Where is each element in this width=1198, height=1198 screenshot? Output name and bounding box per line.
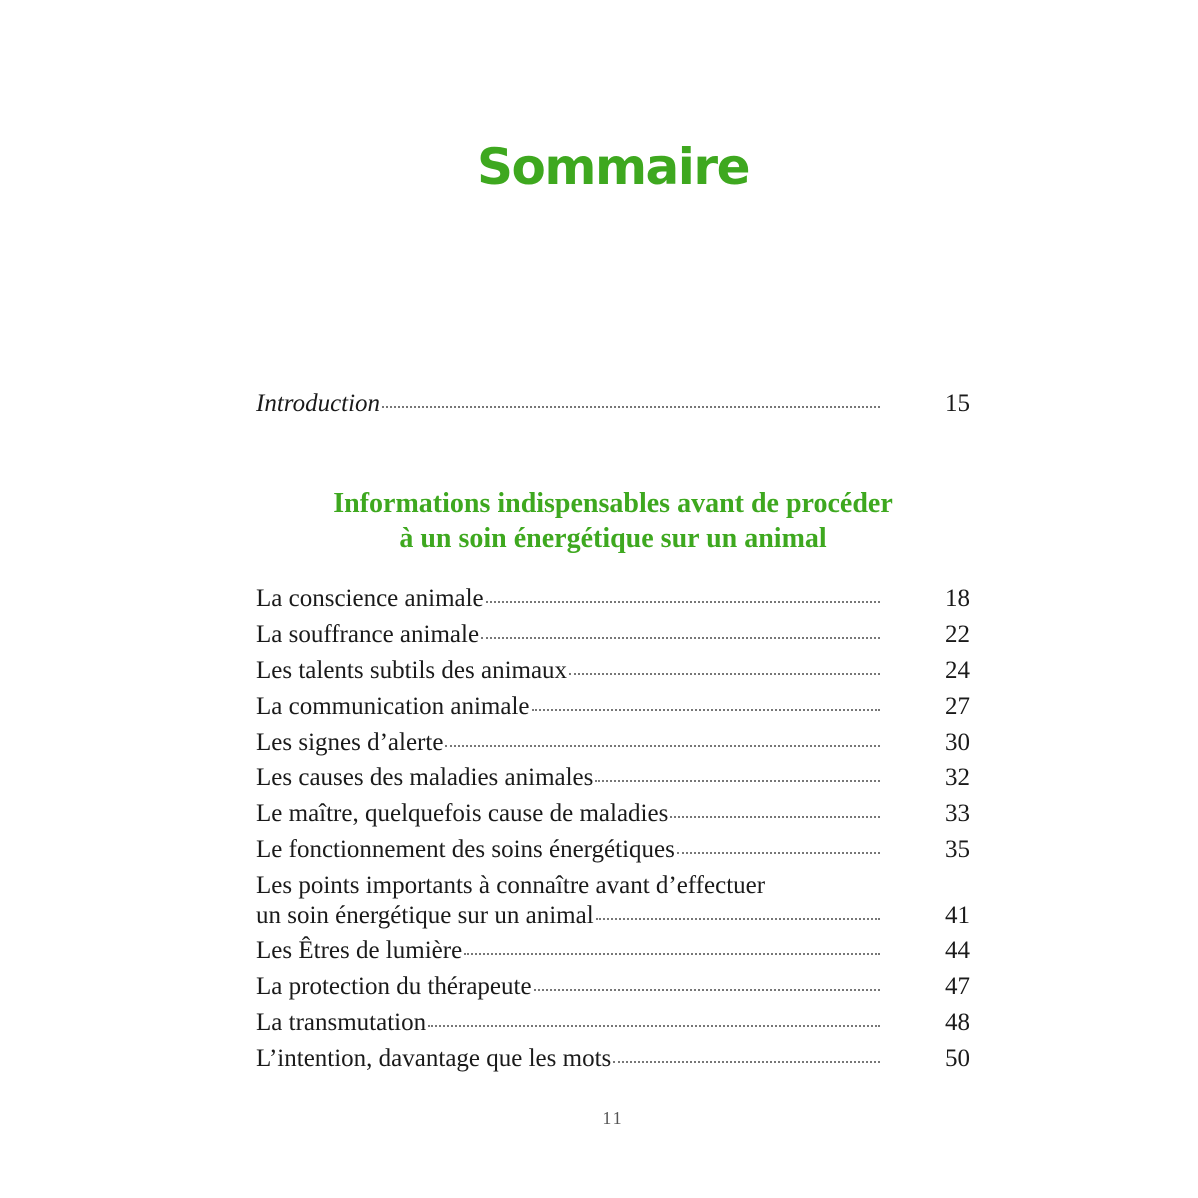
toc-entry[interactable] — [256, 656, 970, 686]
toc-entry[interactable] — [256, 871, 970, 931]
dot-leader — [486, 601, 880, 603]
dot-leader — [595, 780, 880, 782]
toc-entry-label: La protection du thérapeute — [256, 973, 532, 1000]
toc-entry-label: La communication animale — [256, 693, 530, 720]
toc-entry-label: L’intention, davantage que les mots — [256, 1045, 612, 1072]
toc-entry-page: 44 — [945, 937, 970, 964]
toc-entry[interactable] — [256, 620, 970, 650]
dot-leader — [596, 918, 880, 920]
section-heading — [0, 486, 1198, 556]
dot-leader — [677, 852, 880, 854]
toc-entry[interactable] — [256, 936, 970, 966]
section-heading-line-2: à un soin énergétique sur un animal — [399, 523, 827, 554]
dot-leader — [532, 709, 880, 711]
toc-entry[interactable] — [256, 1044, 970, 1074]
toc-entry-page: 30 — [945, 729, 970, 756]
toc-entry-label: Les Êtres de lumière — [256, 937, 463, 964]
toc-entry-label: La conscience animale — [256, 585, 484, 612]
toc-entry-page: 15 — [945, 390, 970, 417]
toc-entry-page: 18 — [945, 585, 970, 612]
toc-entry[interactable] — [256, 584, 970, 614]
toc-entry-page: 47 — [945, 973, 970, 1000]
toc-entry-label: Les causes des maladies animales — [256, 764, 594, 791]
toc-entry-page: 33 — [945, 800, 970, 827]
toc-entry[interactable] — [256, 972, 970, 1002]
toc-entry[interactable] — [256, 728, 970, 758]
toc-entry-page: 48 — [945, 1009, 970, 1036]
toc-entry-label: Les signes d’alerte — [256, 729, 444, 756]
toc-entry[interactable] — [256, 763, 970, 793]
toc-entry-label: Le maître, quelquefois cause de maladies — [256, 800, 669, 827]
toc-entry[interactable] — [256, 799, 970, 829]
dot-leader — [464, 953, 880, 955]
toc-entry-page: 32 — [945, 764, 970, 791]
toc-entry[interactable] — [256, 1008, 970, 1038]
toc-entry-page: 27 — [945, 693, 970, 720]
dot-leader — [382, 406, 880, 408]
dot-leader — [569, 673, 880, 675]
dot-leader — [534, 989, 880, 991]
toc-entry[interactable] — [256, 692, 970, 722]
toc-entry-page: 22 — [945, 621, 970, 648]
dot-leader — [670, 816, 880, 818]
toc-entry-page: 35 — [945, 836, 970, 863]
toc-entry-page: 50 — [945, 1045, 970, 1072]
page-number: 11 — [602, 1108, 624, 1128]
toc-entry-label: un soin énergétique sur un animal — [256, 902, 594, 929]
toc-entry-page: 24 — [945, 657, 970, 684]
toc-entry-label: La transmutation — [256, 1009, 427, 1036]
dot-leader — [428, 1025, 880, 1027]
page-title: Sommaire — [476, 138, 749, 196]
dot-leader — [613, 1061, 880, 1063]
toc-entry-page: 41 — [945, 902, 970, 929]
section-heading-line-1: Informations indispensables avant de procéder — [333, 488, 893, 519]
dot-leader — [445, 745, 880, 747]
toc-entry-label: Le fonctionnement des soins énergétiques — [256, 836, 675, 863]
toc-entry-label: Les talents subtils des animaux — [256, 657, 568, 684]
toc-entry[interactable] — [256, 835, 970, 865]
dot-leader — [481, 637, 880, 639]
toc-entry-introduction[interactable] — [256, 389, 970, 419]
toc-entry-label-line-1: Les points importants à connaître avant d’effectuer — [256, 872, 766, 899]
toc-entry-label: Introduction — [256, 390, 381, 417]
toc-entry-label: La souffrance animale — [256, 621, 480, 648]
